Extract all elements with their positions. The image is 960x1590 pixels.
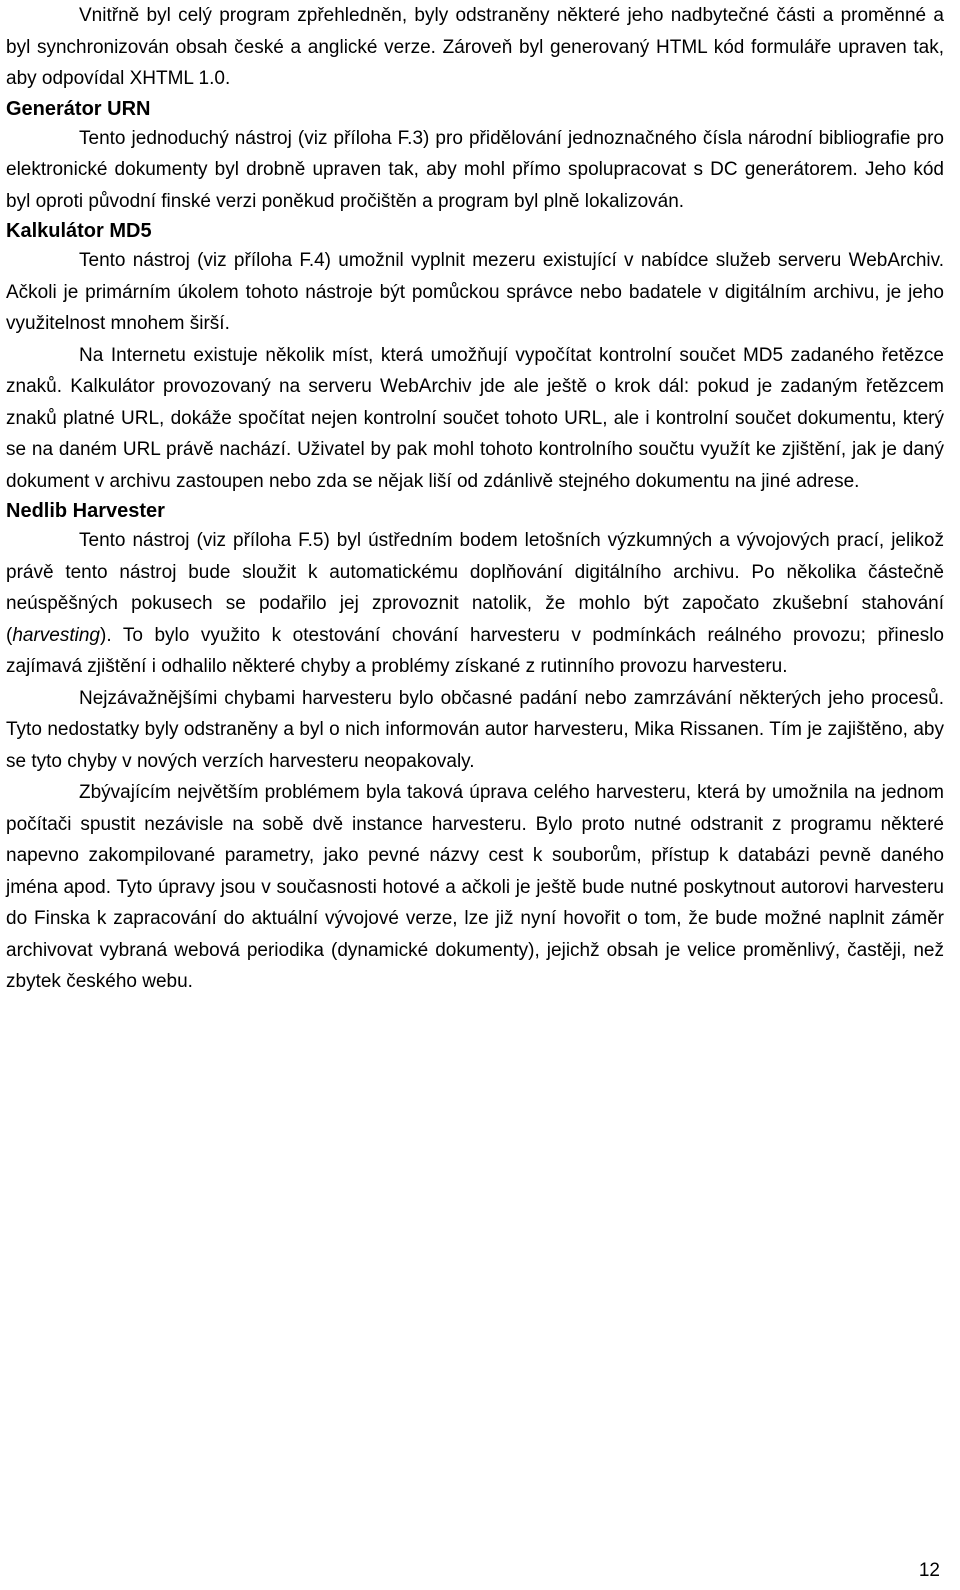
urn-generator-paragraph: Tento jednoduchý nástroj (viz příloha F.3) pro přidělování jednoznačného čísla národní bibliografie pro elektronické dokumenty byl drobně upraven tak, aby mohl přímo spolupracovat s DC generátorem. Jeho kód byl oproti původní finské verzi poněkud pročištěn a program byl plně lokalizován. [6,127,944,212]
document-body [6,0,944,998]
intro-paragraph: Vnitřně byl celý program zpřehledněn, byly odstraněny některé jeho nadbytečné části a proměnné a byl synchronizován obsah české a anglické verze. Zároveň byl generovaný HTML kód formuláře upraven tak, aby odpovídal XHTML 1.0. [6,5,944,89]
nedlib-paragraph-1-text-a: Tento nástroj (viz příloha F.5) byl ústředním bodem letošních výzkumných a vývojových prací, jelikož právě tento nástroj bude sloužit k automatickému doplňování digitálního archivu. Po několika částečně neúspěšných pokusech se podařilo jej zprovoznit natolik, že mohlo být započato zkušební stahování ( [6,530,944,646]
nedlib-paragraph-2: Nejzávažnějšími chybami harvesteru bylo občasné padání nebo zamrzávání některých jeho procesů. Tyto nedostatky byly odstraněny a byl o nich informován autor harvesteru, Mika Rissanen. Tím je zajištěno, aby se tyto chyby v nových verzích harvesteru neopakovaly. [6,687,944,772]
heading-nedlib-harvester: Nedlib Harvester [6,500,165,522]
nedlib-paragraph-1 [6,525,944,683]
heading-md5-calculator: Kalkulátor MD5 [6,220,152,242]
page-number: 12 [918,1560,940,1581]
md5-paragraph-1: Tento nástroj (viz příloha F.4) umožnil vyplnit mezeru existující v nabídce služeb serveru WebArchiv. Ačkoli je primárním úkolem tohoto nástroje být pomůckou správce nebo badatele v digitálním archivu, je jeho využitelnost mnohem širší. [6,250,944,334]
nedlib-paragraph-3: Zbývajícím největším problémem byla taková úprava celého harvesteru, která by umožnila na jednom počítači spustit nezávisle na sobě dvě instance harvesteru. Bylo proto nutné odstranit z programu některé napevno zakompilované parametry, jako pevné názvy cest k souborům, přístup k databázi pevně daného jména apod. Tyto úpravy jsou v současnosti hotové a ačkoli je ještě bude nutné poskytnout autorovi harvesteru do Finska k zapracování do aktuální vývojové verze, lze již nyní hovořit o tom, že bude možné naplnit záměr archivovat vybraná webová periodika (dynamické dokumenty), jejichž obsah je velice proměnlivý, častěji, než zbytek českého webu. [6,782,944,992]
nedlib-paragraph-1-italic-term: harvesting [12,624,100,646]
md5-paragraph-2: Na Internetu existuje několik míst, která umožňují vypočítat kontrolní součet MD5 zadaného řetězce znaků. Kalkulátor provozovaný na serveru WebArchiv jde ale ještě o krok dál: pokud je zadaným řetězcem znaků platné URL, dokáže spočítat nejen kontrolní součet tohoto URL, ale i kontrolní součet dokumentu, který se na daném URL právě nachází. Uživatel by pak mohl tohoto kontrolního součtu využít ke zjištění, jak je daný dokument v archivu zastoupen nebo zda se nějak liší od zdánlivě stejného dokumentu na jiné adrese. [6,344,944,492]
nedlib-paragraph-1-text-b: ). To bylo využito k otestování chování harvesteru v podmínkách reálného provozu; přineslo zajímavá zjištění i odhalilo některé chyby a problémy získané z rutinního provozu harvesteru. [6,624,944,677]
heading-urn-generator: Generátor URN [6,97,151,120]
